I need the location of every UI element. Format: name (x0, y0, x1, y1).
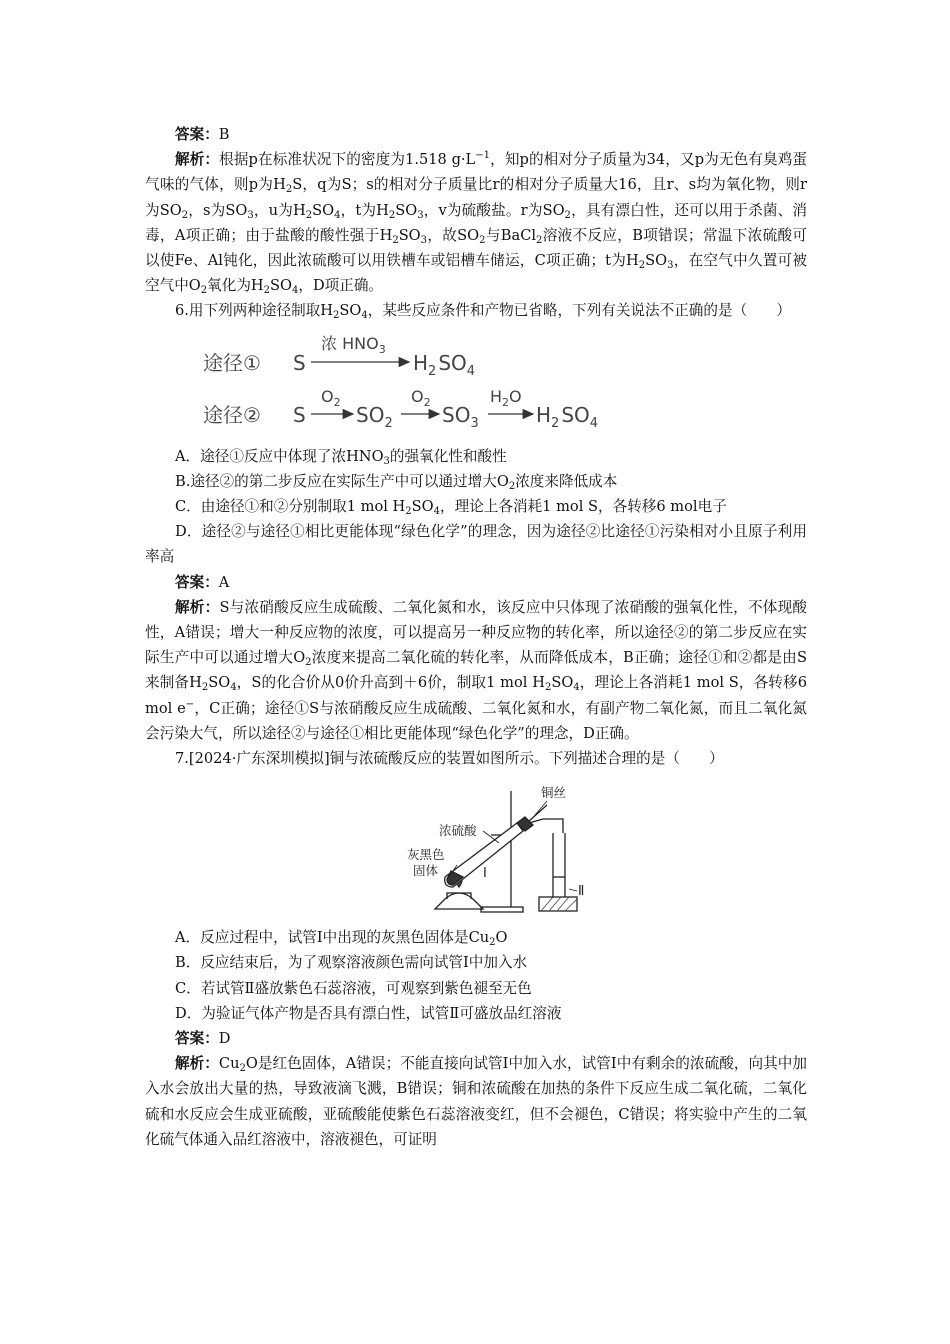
burner-top (447, 893, 471, 899)
answer-value: A (218, 573, 230, 591)
route-2-label: 途径② (203, 402, 261, 427)
route-1-label: 途径① (203, 350, 261, 375)
label-solid-line1: 灰黑色 (407, 847, 445, 863)
label-solid-line2: 固体 (413, 863, 439, 879)
answer-value: B (218, 126, 230, 143)
burner (435, 893, 483, 909)
route-2-product: $H_2$ $SO_4$ (536, 402, 599, 431)
q7-option-c: C．若试管Ⅱ盛放紫色石蕊溶液，可观察到紫色褪至无色 (175, 979, 532, 997)
answer-label: 答案： (175, 126, 219, 143)
block-base (539, 897, 577, 911)
question-6-stem: 6.用下列两种途径制取$H_2SO_4$，某些反应条件和产物已省略，下列有关说法不正确的是（ ） (175, 302, 791, 322)
analysis-text: S与浓硝酸反应生成硫酸、二氧化氮和水，该反应中只体现了浓硝酸的强氧化性，不体现酸性，A错误；增大一种反应物的浓度，可以提高另一种反应物的转化率，所以途径②的第二步反应在实际生产中可以通过增大$O_2$浓度来提高二氧化硫的转化率，从而降低成本，B正确；途径①和②都是由S来制备$H_2SO_4$，S的化合价从0价升高到＋6价，制取1 mol $H_2SO_4$，理论上各消耗1 mol S，各转移6 mol e−，C正确；途径①S与浓硝酸反应生成硫酸、二氧化氮和水，有副产物二氧化氮，而且二氧化氮会污染大气，所以途径②与途径①相比更能体现“绿色化学”的理念，D正确。 (145, 598, 808, 742)
label-conc-acid: 浓硫酸 (439, 823, 477, 839)
q7-option-a: A．反应过程中，试管Ⅰ中出现的灰黑色固体是$Cu_2O$ (175, 929, 508, 949)
answer-line-7 (145, 1026, 807, 1051)
stand-base (481, 907, 523, 912)
route-2-reagent-h2o: $H_2O$ (490, 386, 522, 409)
route-2-so3: $SO_3$ (442, 402, 479, 431)
analysis-paragraph-5 (145, 147, 807, 298)
answer-value: D (218, 1030, 231, 1048)
label-tube-2: Ⅱ (578, 884, 585, 900)
apparatus-svg (145, 779, 807, 919)
answer-line-6 (145, 570, 807, 595)
answer-label: 答案： (175, 1030, 219, 1048)
route-2-so2: $SO_2$ (356, 402, 393, 431)
question-7-stem: 7.[2024·广东深圳模拟]铜与浓硫酸反应的装置如图所示。下列描述合理的是（ ） (175, 750, 724, 768)
analysis-text: $Cu_2O$是红色固体，A错误；不能直接向试管Ⅰ中加入水，试管Ⅰ中有剩余的浓硫酸，向其中加入水会放出大量的热，导致液滴飞溅，B错误；铜和浓硫酸在加热的条件下反应生成二氧化硫，二氧化硫和水反应会生成亚硫酸，亚硫酸能使紫色石蕊溶液变红，但不会褪色，C错误；将实验中产生的二氧化硫气体通入品红溶液中，溶液褪色，可证明 (145, 1055, 807, 1148)
answer-line-5 (145, 122, 807, 147)
route-2-reagent-o2-b: $O_2$ (411, 386, 431, 409)
analysis-label: 解析： (175, 598, 220, 616)
analysis-paragraph-6 (145, 595, 807, 746)
test-tube-2 (553, 833, 565, 903)
answer-label: 答案： (175, 573, 219, 591)
label-copper-wire: 铜丝 (541, 785, 567, 801)
reaction-route-diagram (145, 330, 807, 440)
route-2-start: S (293, 402, 306, 427)
analysis-text: 根据p在标准状况下的密度为1.518 $g\cdot L^{-1}$，知p的相对分子质量为34，又p为无色有臭鸡蛋气味的气体，则p为$H_2S$，q为S；s的相对分子质量比r的相对分子质量大16，且r、s均为氧化物，则r为$SO_2$，s为$SO_3$，u为$H_2SO_4$，t为$H_2SO_3$，v为硫酸盐。r为$SO_2$，具有漂白性，还可以用于杀菌、消毒，A项正确；由于盐酸的酸性强于$H_2SO_3$，故$SO_2$与BaCl$_2$溶液不反应，B项错误；常温下浓硫酸可以使Fe、Al钝化，因此浓硫酸可以用铁槽车或铝槽车储运，C项正确；t为$H_2SO_3$，在空气中久置可被空气中$O_2$氧化为$H_2SO_4$，D项正确。 (145, 150, 807, 297)
q6-option-d: D．途径②与途径①相比更能体现“绿色化学”的理念，因为途径②比途径①污染相对小且原子利用率高 (145, 523, 807, 566)
apparatus-diagram (145, 779, 807, 919)
label-tube-1: Ⅰ (483, 866, 487, 882)
analysis-paragraph-7 (145, 1051, 807, 1152)
route-svg (145, 330, 625, 440)
q6-option-c: C．由途径①和②分别制取1 mol $H_2SO_4$，理论上各消耗1 mol S，各转移6 mol电子 (175, 498, 727, 518)
q7-option-d: D．为验证气体产物是否具有漂白性，试管Ⅱ可盛放品红溶液 (175, 1004, 562, 1022)
document-page (145, 122, 807, 1152)
q6-option-b: B.途径②的第二步反应在实际生产中可以通过增大$O_2$浓度来降低成本 (175, 472, 618, 492)
q7-option-b: B．反应结束后，为了观察溶液颜色需向试管Ⅰ中加入水 (175, 954, 528, 972)
route-1-reagent: 浓 $HNO_3$ (321, 333, 386, 356)
route-1-product: $H_2$ $SO_4$ (413, 350, 476, 379)
analysis-label: 解析： (175, 1055, 219, 1073)
route-2-reagent-o2-a: $O_2$ (321, 386, 341, 409)
analysis-label: 解析： (175, 151, 220, 169)
route-1-start: S (293, 350, 306, 375)
q6-option-a: A．途径①反应中体现了浓$HNO_3$的强氧化性和酸性 (175, 447, 507, 467)
